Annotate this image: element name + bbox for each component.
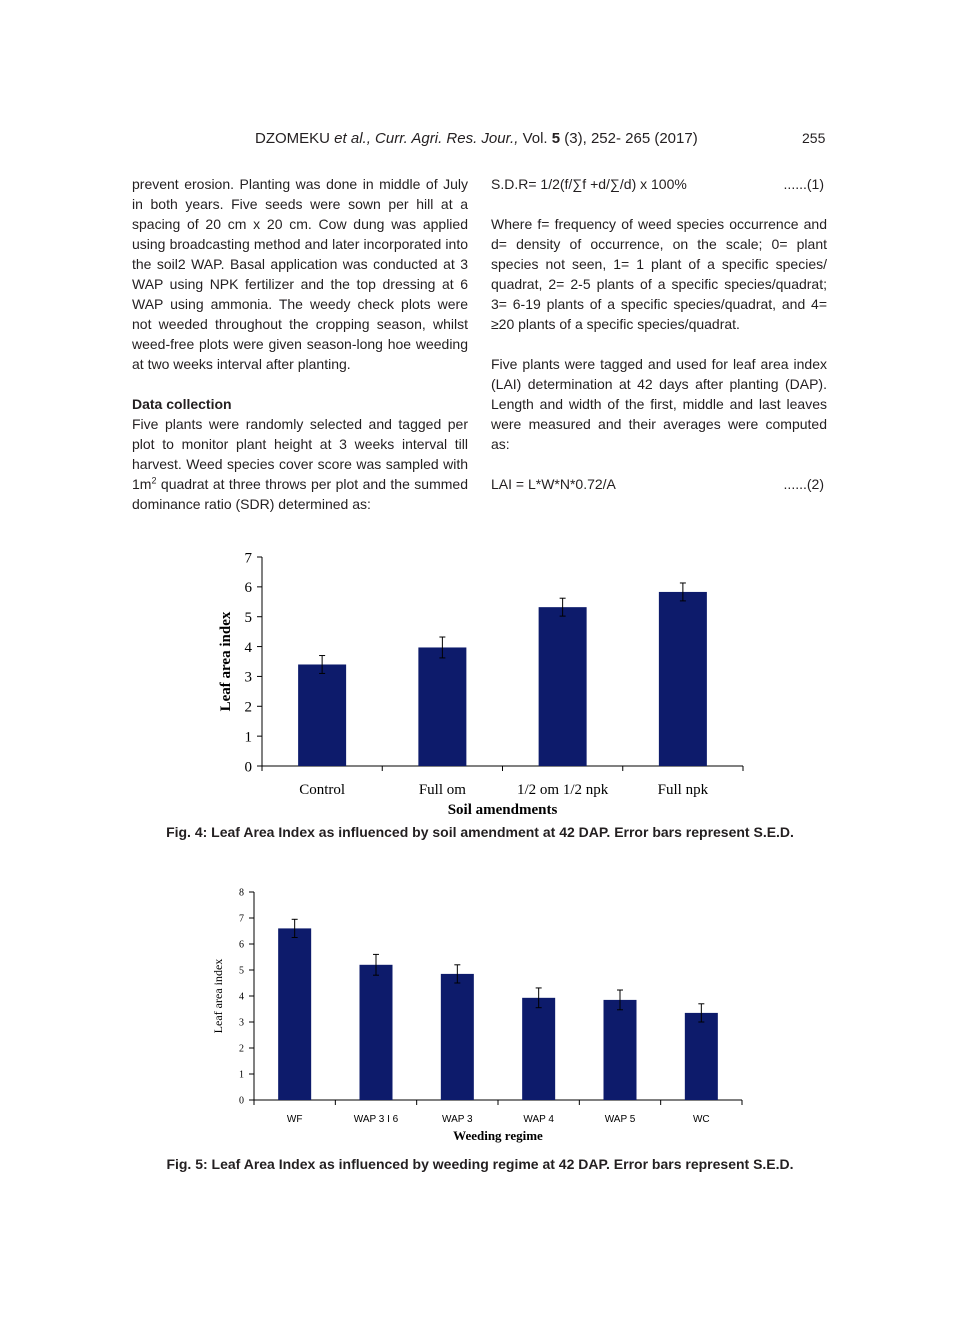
bar bbox=[539, 607, 587, 766]
bar bbox=[685, 1013, 718, 1100]
figure-4-caption: Fig. 4: Leaf Area Index as influenced by soil amendment at 42 DAP. Error bars represent S.E.D. bbox=[166, 824, 794, 840]
y-tick-label: 7 bbox=[244, 550, 252, 567]
y-tick-label: 2 bbox=[244, 699, 252, 716]
header-vol-label: Vol. bbox=[522, 130, 548, 147]
bar bbox=[278, 928, 311, 1100]
y-tick-label: 6 bbox=[244, 580, 252, 597]
equation-2-formula: LAI = L*W*N*0.72/A bbox=[491, 476, 616, 492]
data-collection-text-b: quadrat at three throws per plot and the summed dominance ratio (SDR) determined as: bbox=[132, 476, 468, 512]
x-tick-label: WF bbox=[286, 1114, 303, 1125]
bar bbox=[522, 998, 555, 1100]
x-tick-label: Control bbox=[299, 782, 346, 798]
sdr-definition-paragraph: Where f= frequency of weed species occurrence and d= density of occurrence, on the scale; 0= plant species not seen, 1= 1 plant of a specific species/ quadrat, 2= 2-5 plants of a specific species/quadrat; 3= 6-19 plants of a specific species/quadrat, and 4= ≥20 plants of a specific species/quadrat. bbox=[491, 216, 827, 332]
bar bbox=[418, 647, 466, 766]
x-tick-label: Full npk bbox=[657, 782, 709, 798]
header-volume: 5 bbox=[551, 130, 561, 147]
y-tick-label: 1 bbox=[239, 1069, 244, 1081]
bar bbox=[604, 1000, 637, 1100]
y-tick-label: 8 bbox=[239, 887, 244, 899]
y-tick-label: 5 bbox=[244, 609, 252, 626]
x-tick-label: Full om bbox=[418, 782, 466, 798]
header-journal: et al., Curr. Agri. Res. Jour., bbox=[334, 130, 519, 147]
methods-paragraph: prevent erosion. Planting was done in middle of July in both years. Five seeds were sown per hill at a spacing of 20 cm x 20 cm. Cow dung was applied using broadcasting method and later incorporated into the soil2 WAP. Basal application was conducted at 3 WAP using NPK fertilizer and the top dressing at 6 WAP using ammonia. The weedy check plots were not weeded throughout the cropping season, whilst weed-free plots were given season-long hoe weeding at two weeks interval after planting. bbox=[132, 176, 468, 372]
bar bbox=[360, 965, 393, 1100]
y-tick-label: 4 bbox=[244, 639, 252, 656]
equation-1 bbox=[491, 174, 827, 194]
y-tick-label: 4 bbox=[239, 991, 244, 1003]
x-axis-title: Soil amendments bbox=[447, 802, 558, 818]
y-axis-title: Leaf area index bbox=[211, 958, 225, 1034]
x-tick-label: WAP 5 bbox=[604, 1114, 636, 1125]
figure-4-chart bbox=[0, 545, 960, 825]
figure-5-caption: Fig. 5: Leaf Area Index as influenced by weeding regime at 42 DAP. Error bars represent S.E.D. bbox=[166, 1156, 794, 1172]
y-tick-label: 7 bbox=[239, 913, 244, 925]
x-tick-label: WC bbox=[692, 1114, 710, 1125]
equation-2 bbox=[491, 474, 827, 494]
x-tick-label: WAP 3 bbox=[442, 1114, 473, 1125]
citation-line bbox=[255, 130, 698, 147]
y-tick-label: 3 bbox=[244, 669, 252, 686]
running-header bbox=[0, 130, 960, 150]
y-tick-label: 5 bbox=[239, 965, 244, 977]
y-tick-label: 0 bbox=[239, 1095, 244, 1107]
page-number: 255 bbox=[802, 130, 826, 146]
data-collection-text-a: Five plants were randomly selected and tagged per plot to monitor plant height at 3 weeks interval till harvest. Weed species cover score was sampled with 1m bbox=[132, 416, 468, 492]
y-tick-label: 2 bbox=[239, 1043, 244, 1055]
equation-2-number: ......(2) bbox=[783, 476, 824, 492]
header-issue: (3), 252- 265 (2017) bbox=[564, 130, 698, 147]
y-axis-title: Leaf area index bbox=[218, 611, 234, 712]
data-collection-paragraph bbox=[132, 414, 468, 514]
right-column bbox=[491, 174, 827, 494]
lai-paragraph: Five plants were tagged and used for leaf area index (LAI) determination at 42 days after planting (DAP). Length and width of the first, middle and last leaves were measured and their averages were computed as: bbox=[491, 356, 827, 452]
y-tick-label: 0 bbox=[244, 759, 252, 776]
bar bbox=[298, 664, 346, 766]
left-column bbox=[132, 174, 468, 514]
bar bbox=[441, 974, 474, 1100]
bar bbox=[659, 592, 707, 766]
x-tick-label: WAP 3 I 6 bbox=[353, 1114, 399, 1125]
section-heading-data-collection: Data collection bbox=[132, 396, 232, 412]
y-tick-label: 3 bbox=[239, 1017, 244, 1029]
figure-5-chart bbox=[0, 880, 960, 1150]
equation-1-number: ......(1) bbox=[783, 176, 824, 192]
x-tick-label: 1/2 om 1/2 npk bbox=[516, 782, 609, 798]
y-tick-label: 1 bbox=[244, 729, 252, 746]
header-author: DZOMEKU bbox=[255, 130, 330, 147]
y-tick-label: 6 bbox=[239, 939, 244, 951]
equation-1-formula: S.D.R= 1/2(f/∑f +d/∑/d) x 100% bbox=[491, 176, 687, 192]
superscript: 2 bbox=[151, 475, 157, 486]
x-tick-label: WAP 4 bbox=[523, 1114, 554, 1125]
x-axis-title: Weeding regime bbox=[453, 1128, 543, 1143]
